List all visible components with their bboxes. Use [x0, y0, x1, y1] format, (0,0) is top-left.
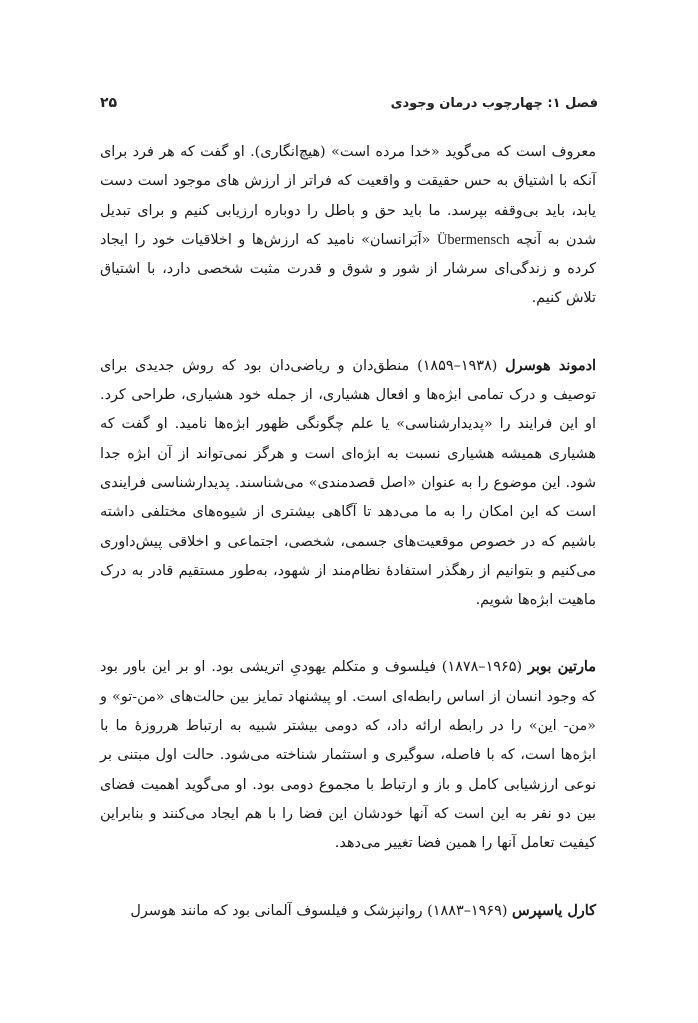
paragraph-buber — [100, 652, 596, 858]
person-name: کارل یاسپرس — [512, 901, 596, 919]
chapter-title: فصل ۱: چهارچوب درمان وجودی — [390, 95, 598, 111]
paragraph-text: (۱۹۶۵–۱۸۷۸) فیلسوف و متکلم یهودیِ اتریشی بود. او بر این باور بود که وجود انسان از اساس رابطه‌ای است. او پیشنهاد تمایز بین حالت‌های «من-تو» و «من- این» را در رابطه ارائه داد، که دومی بیشتر شبیه به ارتباط هرروزهٔ ما با ابژه‌ها است، که با فاصله، سوگیری و استثمار شناخته می‌شود. حالت اول مبتنی بر نوعی ارزشیابی کامل و باز و ارتباط با مجموع دومی بود. او می‌گوید اهمیت فضای بین دو نفر به این است که آنها خودشان این فضا را با هم ایجاد می‌کنند و بنابراین کیفیت تعامل آنها را همین فضا تغییر می‌دهد. — [100, 659, 596, 852]
paragraph-text: معروف است که می‌گوید «خدا مرده است» (هیچ‌انگاری). او گفت که هر فرد برای آنکه با اشتیاق به حس حقیقت و واقعیت که فراتر از ارزش های موجود است دست یابد، باید بی‌وقفه بپرسد. ما باید حق و باطل را دوباره ارزیابی کنیم و برای تبدیل شدن به آنچه — [100, 144, 597, 248]
person-name: مارتین بوبر — [527, 658, 596, 676]
paragraph-nietzsche — [100, 138, 596, 314]
paragraph-text: (۱۹۶۹–۱۸۸۳) روانپزشک و فیلسوف آلمانی بود که مانند هوسرل — [130, 902, 508, 919]
paragraph-husserl — [100, 351, 596, 616]
running-header — [100, 92, 598, 114]
paragraph-text: «اَبَرانسان» نامید که ارزش‌ها و اخلاقیات خود را ایجاد کرده و زندگی‌ای سرشار از شور و شوق و قدرت مثبت شخصی دارد، با اشتیاق تلاش کنیم. — [100, 231, 596, 307]
body-text — [100, 138, 596, 963]
page-number: ۲۵ — [100, 95, 118, 111]
latin-term: Übermensch — [436, 231, 510, 248]
paragraph-text: (۱۹۳۸–۱۸۵۹) منطق‌دان و ریاضی‌دان بود که روش جدیدی برای توصیف و درک تمامی ابژه‌ها و افعال هشیاری، از جمله خود هشیاری، طراحی کرد. او این فرایند را «پدیدارشناسی» یا علم چگونگی ظهور ابژه‌ها نامید. او گفت که هشیاری همیشه هشیاری نسبت به ابژه‌ای است و هرگز نمی‌تواند از آن ابژه جدا شود. این موضوع را به عنوان «اصل قصدمندی» می‌شناسند. پدیدارشناسی فرایندی است که این امکان را به ما می‌دهد تا آگاهی بیشتری از شیوه‌های مختلفی داشته باشیم که در خصوص موقعیت‌های جسمی، شخصی، اجتماعی و اخلاقی پیش‌داوری می‌کنیم و بتوانیم از رهگذر استفادهٔ نظام‌مند از شهود، به‌طور مستقیم قادر به درک ماهیت ابژه‌ها شویم. — [100, 357, 596, 609]
paragraph-jaspers — [100, 896, 596, 926]
person-name: ادموند هوسرل — [505, 356, 596, 374]
